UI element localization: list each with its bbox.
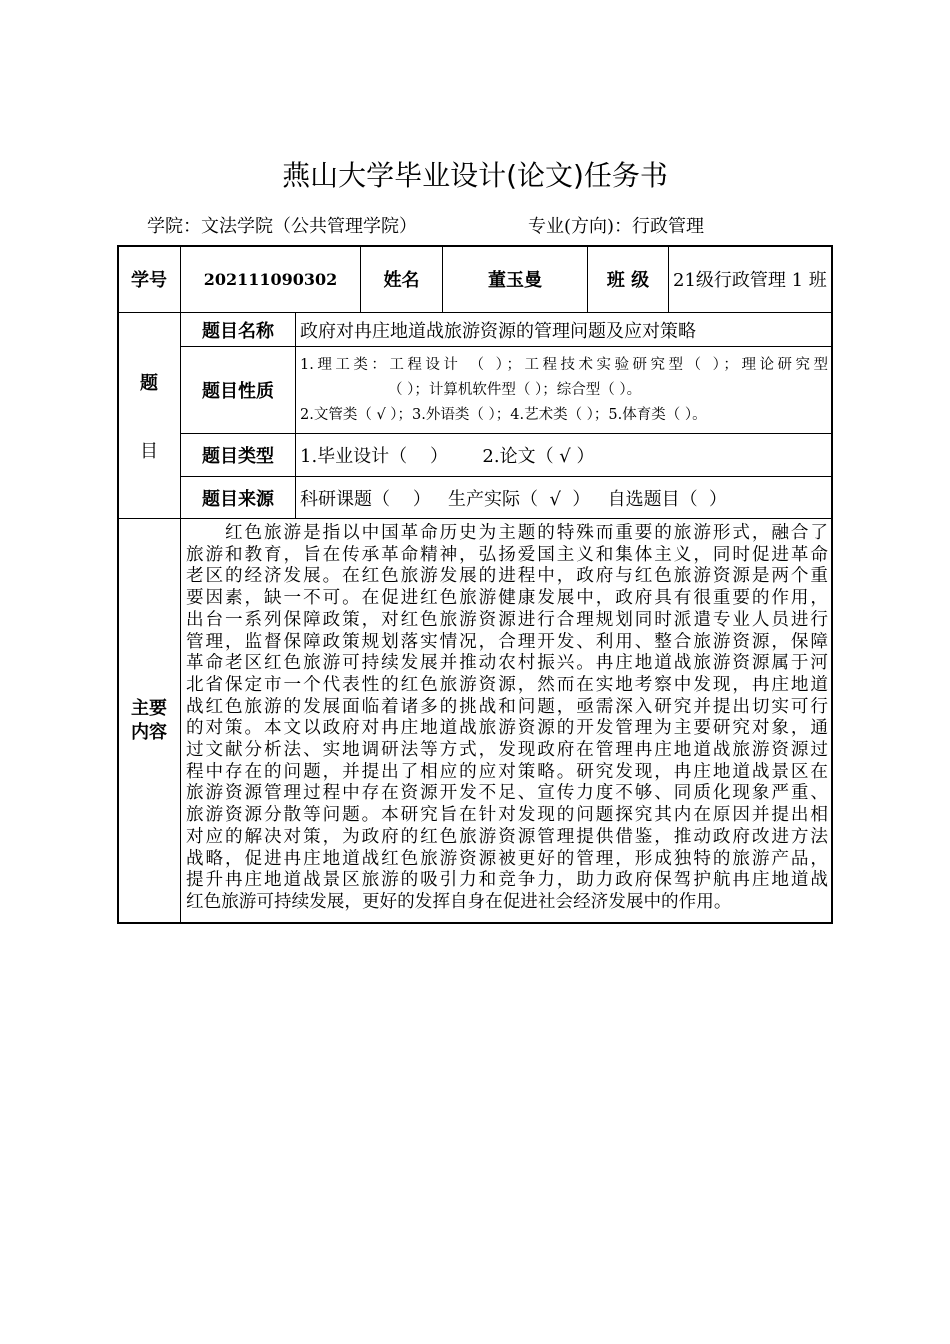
topic-section-label-1: 题	[140, 372, 158, 394]
content-line: 旅游和教育，旨在传承革命精神，弘扬爱国主义和集体主义，同时促进革命	[186, 544, 828, 565]
college-label: 学院：文法学院（公共管理学院）	[147, 216, 417, 237]
content-line: 战红色旅游的发展面临着诸多的挑战和问题，亟需深入研究并提出切实可行	[186, 696, 828, 717]
content-line: 旅游资源分散等问题。本研究旨在针对发现的问题探究其内在原因并提出相	[186, 805, 828, 826]
student-id-label: 学号	[117, 245, 181, 313]
content-line: 革命老区红色旅游可持续发展并推动农村振兴。冉庄地道战旅游资源属于河	[186, 653, 828, 674]
student-id-value: 202111090302	[180, 245, 361, 313]
class-label: 班 级	[587, 245, 669, 313]
topic-section-label-2: 目	[140, 440, 158, 462]
content-line: 老区的经济发展。在红色旅游发展的进程中，政府与红色旅游资源是两个重	[186, 566, 828, 587]
content-line: 过文献分析法、实地调研法等方式，发现政府在管理冉庄地道战旅游资源过	[186, 740, 828, 760]
class-value: 21级行政管理 1 班	[668, 245, 833, 313]
topic-section-label	[117, 312, 181, 519]
topic-nature-line-3: 2.文管类（ √ ）；3.外语类（ ）；4.艺术类（ ）；5.体育类（ ）。	[300, 406, 707, 423]
main-content-label-2: 内容	[131, 722, 167, 743]
content-line: 出台一系列保障政策，对红色旅游资源进行合理规划同时派遣专业人员进行	[186, 609, 828, 630]
main-content-label-1: 主要	[131, 698, 167, 719]
topic-nature-line-1: 1.理工类：工程设计 （ ）；工程技术实验研究型（ ）；理论研究型	[300, 356, 828, 373]
topic-name-value: 政府对冉庄地道战旅游资源的管理问题及应对策略	[295, 312, 833, 347]
content-line: 程中存在的问题，并提出了相应的应对策略。研究发现，冉庄地道战景区在	[186, 761, 828, 782]
content-line: 红色旅游是指以中国革命历史为主题的特殊而重要的旅游形式，融合了	[186, 523, 828, 543]
content-line: 管理，监督保障政策规划落实情况，合理开发、利用、整合旅游资源，保障	[186, 631, 828, 652]
content-line: 要因素，缺一不可。在促进红色旅游健康发展中，政府具有很重要的作用，	[186, 588, 828, 609]
name-label: 姓名	[360, 245, 443, 313]
main-content-label	[117, 518, 181, 924]
name-value: 董玉曼	[442, 245, 588, 313]
topic-type-label: 题目类型	[180, 433, 296, 477]
content-line: 对应的解决对策，为政府的红色旅游资源管理提供借鉴，推动政府改进方法	[186, 826, 828, 847]
topic-nature-line-2: （ ）；计算机软件型（ ）；综合型（ ）。	[388, 381, 642, 398]
content-line: 旅游资源管理过程中存在资源开发不足、宣传力度不够、同质化现象严重、	[186, 783, 828, 804]
topic-name-label: 题目名称	[180, 312, 296, 347]
topic-nature-value	[295, 346, 833, 434]
content-line: 北省保定市一个代表性的红色旅游资源，然而在实地考察中发现，冉庄地道	[186, 674, 828, 695]
major-label: 专业(方向)：行政管理	[528, 216, 705, 237]
topic-type-value: 1.毕业设计（ ） 2.论文（ √ ）	[295, 433, 833, 477]
topic-nature-label: 题目性质	[180, 346, 296, 434]
content-line: 战略，促进冉庄地道战红色旅游资源被更好的管理，形成独特的旅游产品，	[186, 848, 828, 869]
content-line: 的对策。本文以政府对冉庄地道战旅游资源的开发管理为主要研究对象，通	[186, 718, 828, 739]
content-line: 提升冉庄地道战景区旅游的吸引力和竞争力，助力政府保驾护航冉庄地道战	[186, 870, 828, 891]
topic-source-label: 题目来源	[180, 476, 296, 519]
document-title: 燕山大学毕业设计(论文)任务书	[282, 159, 668, 192]
content-line: 红色旅游可持续发展，更好的发挥自身在促进社会经济发展中的作用。	[186, 891, 732, 912]
topic-source-value: 科研课题（ ） 生产实际（ √ ） 自选题目（ ）	[295, 476, 833, 519]
